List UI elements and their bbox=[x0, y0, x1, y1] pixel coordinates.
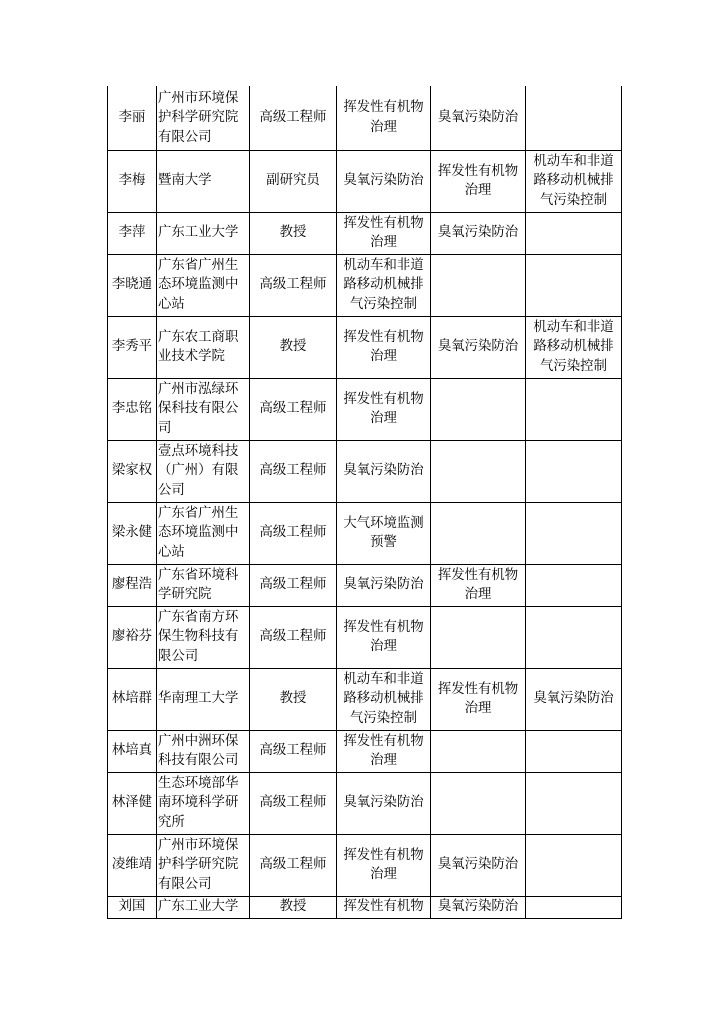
expert-name: 林泽健 bbox=[108, 772, 157, 834]
table-row bbox=[108, 606, 622, 668]
expert-field-1: 挥发性有机物治理 bbox=[337, 316, 431, 378]
expert-field-2 bbox=[431, 606, 526, 668]
expert-field-2: 挥发性有机物治理 bbox=[431, 150, 526, 212]
expert-title: 高级工程师 bbox=[250, 772, 337, 834]
expert-title: 副研究员 bbox=[250, 150, 337, 212]
expert-field-1: 挥发性有机物治理 bbox=[337, 86, 431, 150]
expert-field-1: 挥发性有机物治理 bbox=[337, 212, 431, 254]
expert-unit: 广州市环境保护科学研究院有限公司 bbox=[157, 834, 250, 896]
expert-unit: 广东省广州生态环境监测中心站 bbox=[157, 502, 250, 564]
expert-field-3 bbox=[526, 440, 622, 502]
expert-field-2 bbox=[431, 378, 526, 440]
expert-field-3: 臭氧污染防治 bbox=[526, 668, 622, 730]
table-row bbox=[108, 502, 622, 564]
expert-field-1: 机动车和非道路移动机械排气污染控制 bbox=[337, 254, 431, 316]
expert-field-2: 臭氧污染防治 bbox=[431, 316, 526, 378]
expert-name: 李晓通 bbox=[108, 254, 157, 316]
expert-unit: 广东省广州生态环境监测中心站 bbox=[157, 254, 250, 316]
expert-name: 李秀平 bbox=[108, 316, 157, 378]
expert-title: 高级工程师 bbox=[250, 834, 337, 896]
table-row bbox=[108, 834, 622, 896]
expert-unit: 广州市环境保护科学研究院有限公司 bbox=[157, 86, 250, 150]
expert-field-2 bbox=[431, 440, 526, 502]
expert-field-2: 臭氧污染防治 bbox=[431, 896, 526, 918]
expert-unit: 广东工业大学 bbox=[157, 896, 250, 918]
expert-field-3 bbox=[526, 834, 622, 896]
expert-field-3 bbox=[526, 502, 622, 564]
expert-field-2 bbox=[431, 502, 526, 564]
table-row bbox=[108, 150, 622, 212]
expert-title: 高级工程师 bbox=[250, 564, 337, 606]
expert-field-1: 机动车和非道路移动机械排气污染控制 bbox=[337, 668, 431, 730]
expert-name: 李梅 bbox=[108, 150, 157, 212]
expert-field-2: 挥发性有机物治理 bbox=[431, 564, 526, 606]
expert-field-2: 挥发性有机物治理 bbox=[431, 668, 526, 730]
expert-name: 廖裕芬 bbox=[108, 606, 157, 668]
expert-field-2 bbox=[431, 730, 526, 772]
expert-name: 林培群 bbox=[108, 668, 157, 730]
expert-title: 教授 bbox=[250, 896, 337, 918]
table-row bbox=[108, 378, 622, 440]
expert-unit: 广州市泓绿环保科技有限公司 bbox=[157, 378, 250, 440]
expert-unit: 壹点环境科技（广州）有限公司 bbox=[157, 440, 250, 502]
expert-title: 教授 bbox=[250, 668, 337, 730]
expert-name: 刘国 bbox=[108, 896, 157, 918]
expert-unit: 广东省南方环保生物科技有限公司 bbox=[157, 606, 250, 668]
expert-title: 高级工程师 bbox=[250, 730, 337, 772]
expert-field-3 bbox=[526, 896, 622, 918]
expert-unit: 华南理工大学 bbox=[157, 668, 250, 730]
expert-field-2 bbox=[431, 254, 526, 316]
expert-title: 高级工程师 bbox=[250, 378, 337, 440]
expert-title: 高级工程师 bbox=[250, 502, 337, 564]
expert-name: 凌维靖 bbox=[108, 834, 157, 896]
expert-field-1: 臭氧污染防治 bbox=[337, 440, 431, 502]
expert-field-3 bbox=[526, 772, 622, 834]
table-row bbox=[108, 772, 622, 834]
expert-name: 梁永健 bbox=[108, 502, 157, 564]
table-row bbox=[108, 564, 622, 606]
expert-field-2: 臭氧污染防治 bbox=[431, 86, 526, 150]
expert-field-3 bbox=[526, 254, 622, 316]
expert-field-1: 挥发性有机物治理 bbox=[337, 834, 431, 896]
expert-title: 高级工程师 bbox=[250, 606, 337, 668]
expert-unit: 暨南大学 bbox=[157, 150, 250, 212]
expert-field-3 bbox=[526, 606, 622, 668]
expert-name: 李忠铭 bbox=[108, 378, 157, 440]
expert-title: 高级工程师 bbox=[250, 254, 337, 316]
expert-name: 李萍 bbox=[108, 212, 157, 254]
expert-unit: 广东农工商职业技术学院 bbox=[157, 316, 250, 378]
expert-field-3 bbox=[526, 378, 622, 440]
expert-field-1: 臭氧污染防治 bbox=[337, 772, 431, 834]
expert-field-1: 挥发性有机物治理 bbox=[337, 730, 431, 772]
expert-title: 高级工程师 bbox=[250, 86, 337, 150]
expert-unit: 生态环境部华南环境科学研究所 bbox=[157, 772, 250, 834]
expert-field-3 bbox=[526, 564, 622, 606]
expert-unit: 广东工业大学 bbox=[157, 212, 250, 254]
expert-field-1: 挥发性有机物治理 bbox=[337, 606, 431, 668]
expert-field-1: 挥发性有机物 bbox=[337, 896, 431, 918]
expert-title: 高级工程师 bbox=[250, 440, 337, 502]
expert-field-1: 臭氧污染防治 bbox=[337, 564, 431, 606]
expert-title: 教授 bbox=[250, 316, 337, 378]
table-row bbox=[108, 440, 622, 502]
expert-field-2 bbox=[431, 772, 526, 834]
expert-unit: 广东省环境科学研究院 bbox=[157, 564, 250, 606]
expert-field-3 bbox=[526, 730, 622, 772]
expert-name: 梁家权 bbox=[108, 440, 157, 502]
table-row bbox=[108, 668, 622, 730]
expert-field-1: 臭氧污染防治 bbox=[337, 150, 431, 212]
table-row bbox=[108, 86, 622, 150]
expert-field-1: 挥发性有机物治理 bbox=[337, 378, 431, 440]
table-row bbox=[108, 730, 622, 772]
expert-name: 李丽 bbox=[108, 86, 157, 150]
expert-name: 廖程浩 bbox=[108, 564, 157, 606]
expert-field-2: 臭氧污染防治 bbox=[431, 212, 526, 254]
expert-field-3 bbox=[526, 212, 622, 254]
expert-field-3: 机动车和非道路移动机械排气污染控制 bbox=[526, 150, 622, 212]
expert-field-3 bbox=[526, 86, 622, 150]
expert-field-3: 机动车和非道路移动机械排气污染控制 bbox=[526, 316, 622, 378]
expert-field-2: 臭氧污染防治 bbox=[431, 834, 526, 896]
table-row bbox=[108, 212, 622, 254]
expert-table bbox=[107, 86, 622, 919]
table-row bbox=[108, 254, 622, 316]
table-row bbox=[108, 316, 622, 378]
expert-field-1: 大气环境监测预警 bbox=[337, 502, 431, 564]
expert-unit: 广州中洲环保科技有限公司 bbox=[157, 730, 250, 772]
expert-title: 教授 bbox=[250, 212, 337, 254]
table-row bbox=[108, 896, 622, 918]
expert-name: 林培真 bbox=[108, 730, 157, 772]
